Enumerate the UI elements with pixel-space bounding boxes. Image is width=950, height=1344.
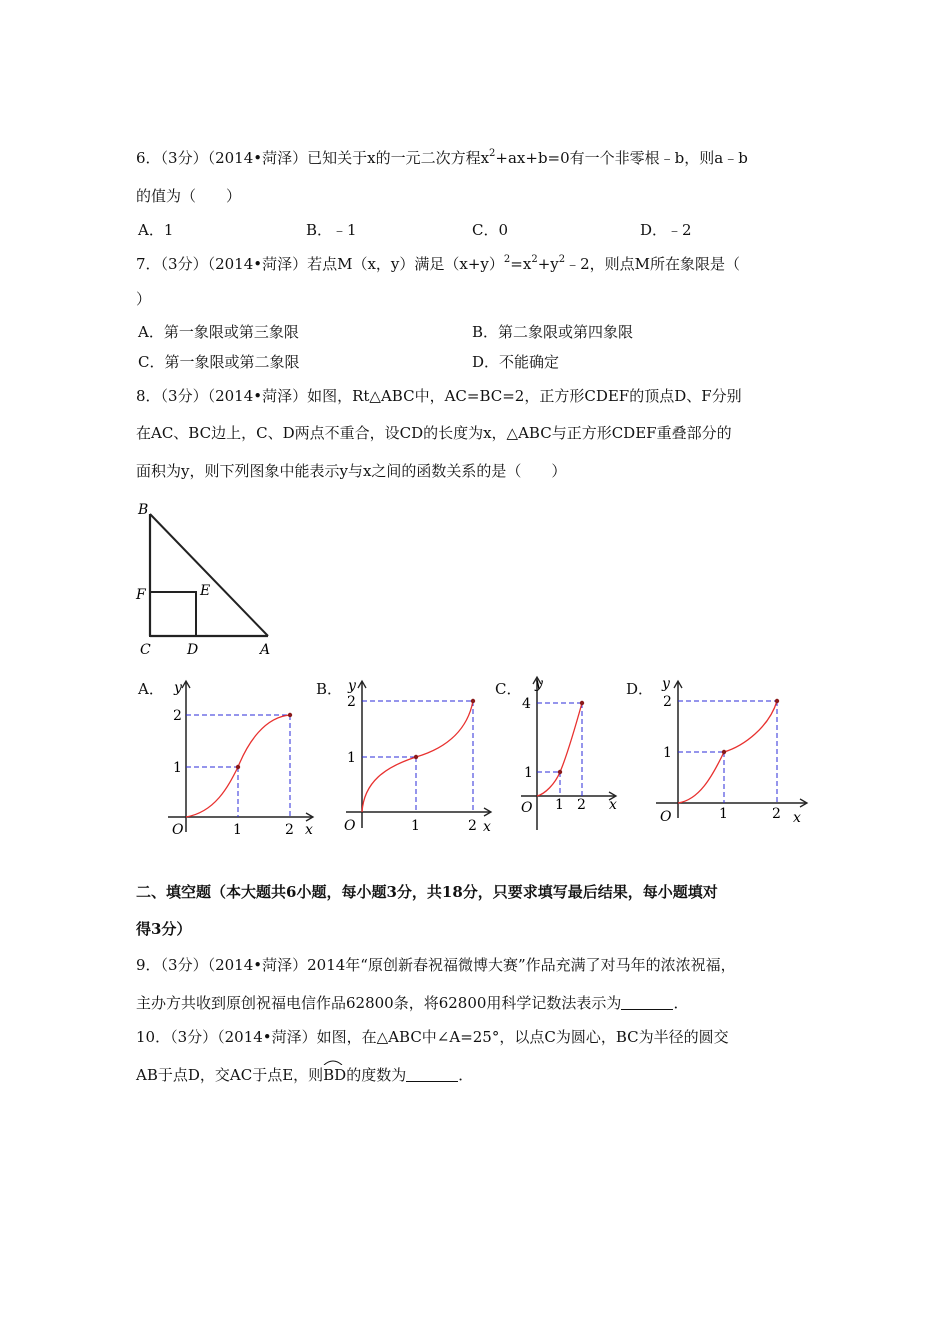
graph-c-option: C． [495, 680, 522, 698]
point-1 [722, 750, 726, 754]
q6-option-a: A．1 [138, 221, 174, 239]
y-tick-2: 2 [347, 694, 356, 710]
label-b: B [138, 502, 149, 518]
triangle-figure [128, 498, 288, 662]
q6-line1: 6．（3分）（2014•菏泽）已知关于x的一元二次方程$x^2+ax+b=0$有一个非零根﹣b，则a﹣b [136, 148, 748, 167]
y-label: y [174, 680, 182, 696]
q7-option-a: A．第一象限或第三象限 [138, 323, 299, 341]
x-label: x [305, 822, 313, 838]
q7-option-b: B．第二象限或第四象限 [472, 323, 634, 341]
q9-line2: 主办方共收到原创祝福电信作品62800条，将62800用科学记数法表示为 ． [136, 994, 689, 1012]
point-1 [558, 770, 562, 774]
graph-c [515, 668, 625, 838]
label-f: F [136, 587, 146, 603]
origin-label: O [660, 809, 672, 825]
x-label: x [609, 797, 617, 813]
x-tick-1: 1 [233, 822, 242, 838]
q6-line2: 的值为（ ） [136, 187, 242, 205]
x-tick-2: 2 [772, 806, 781, 822]
label-d: D [187, 642, 199, 658]
q8-line3: 面积为y，则下列图象中能表示y与x之间的函数关系的是（ ） [136, 462, 567, 480]
arc-bd: BD [323, 1065, 346, 1085]
graph-a [160, 672, 320, 842]
y-tick-1: 1 [524, 765, 533, 781]
curve [678, 701, 777, 803]
section2-heading-line2: 得3分） [136, 920, 192, 938]
y-tick-2: 2 [663, 694, 672, 710]
side-ab [150, 514, 268, 636]
graph-b [340, 672, 500, 842]
section2-heading-line1: 二、填空题（本大题共6小题，每小题3分，共18分，只要求填写最后结果，每小题填对 [136, 883, 718, 901]
q7-line2: ） [136, 290, 152, 308]
y-tick-1: 1 [173, 760, 182, 776]
point-1 [236, 765, 240, 769]
graph-b-option: B． [316, 680, 343, 698]
y-label: y [535, 676, 543, 692]
q6-option-c: C．0 [472, 221, 509, 239]
origin-label: O [344, 818, 356, 834]
x-tick-1: 1 [719, 806, 728, 822]
square-cdef [150, 592, 196, 636]
y-tick-2: 2 [173, 708, 182, 724]
arc-icon [323, 1059, 343, 1065]
q6-option-d: D．﹣2 [640, 221, 692, 239]
x-label: x [793, 810, 801, 826]
graph-d-option: D． [626, 680, 654, 698]
q8-line2: 在AC、BC边上，C、D两点不重合，设CD的长度为x，△ABC与正方形CDEF重叠部分的 [136, 424, 732, 442]
label-c: C [140, 642, 151, 658]
x-tick-2: 2 [468, 818, 477, 834]
point-2 [580, 701, 584, 705]
x-tick-1: 1 [411, 818, 420, 834]
graph-d [654, 672, 814, 842]
graph-a-option: A． [138, 680, 164, 698]
label-e: E [200, 583, 211, 599]
q9-line1: 9．（3分）（2014•菏泽）2014年“原创新春祝福微博大赛”作品充满了对马年的浓浓祝福， [136, 956, 736, 974]
q7-line1: 7．（3分）（2014•菏泽）若点M（x，y）满足$(x+y)^2=x^2+y^2﹣2$，则点M所在象限是（ [136, 254, 741, 273]
point-1 [414, 755, 418, 759]
q10-line2: AB于点D，交AC于点E，则 BD的度数为 ． [136, 1065, 473, 1085]
answer-blank[interactable] [406, 1067, 458, 1082]
x-tick-2: 2 [577, 797, 586, 813]
point-2 [775, 699, 779, 703]
q6-option-b: B．﹣1 [306, 221, 357, 239]
origin-label: O [521, 800, 533, 816]
answer-blank[interactable] [621, 995, 673, 1010]
q7-option-d: D．不能确定 [472, 353, 560, 371]
origin-label: O [172, 822, 184, 838]
q10-line1: 10．（3分）（2014•菏泽）如图，在△ABC中∠A=25°，以点C为圆心，BC为半径的圆交 [136, 1028, 729, 1046]
x-tick-2: 2 [285, 822, 294, 838]
q8-line1: 8．（3分）（2014•菏泽）如图，Rt△ABC中，AC=BC=2，正方形CDEF的顶点D、F分别 [136, 387, 742, 405]
y-tick-1: 1 [347, 750, 356, 766]
y-label: y [662, 676, 670, 692]
point-2 [288, 713, 292, 717]
label-a: A [260, 642, 271, 658]
y-tick-4: 4 [522, 696, 531, 712]
q7-option-c: C．第一象限或第二象限 [138, 353, 300, 371]
y-tick-1: 1 [663, 745, 672, 761]
x-label: x [483, 819, 491, 835]
point-2 [471, 699, 475, 703]
y-label: y [348, 678, 356, 694]
x-tick-1: 1 [555, 797, 564, 813]
